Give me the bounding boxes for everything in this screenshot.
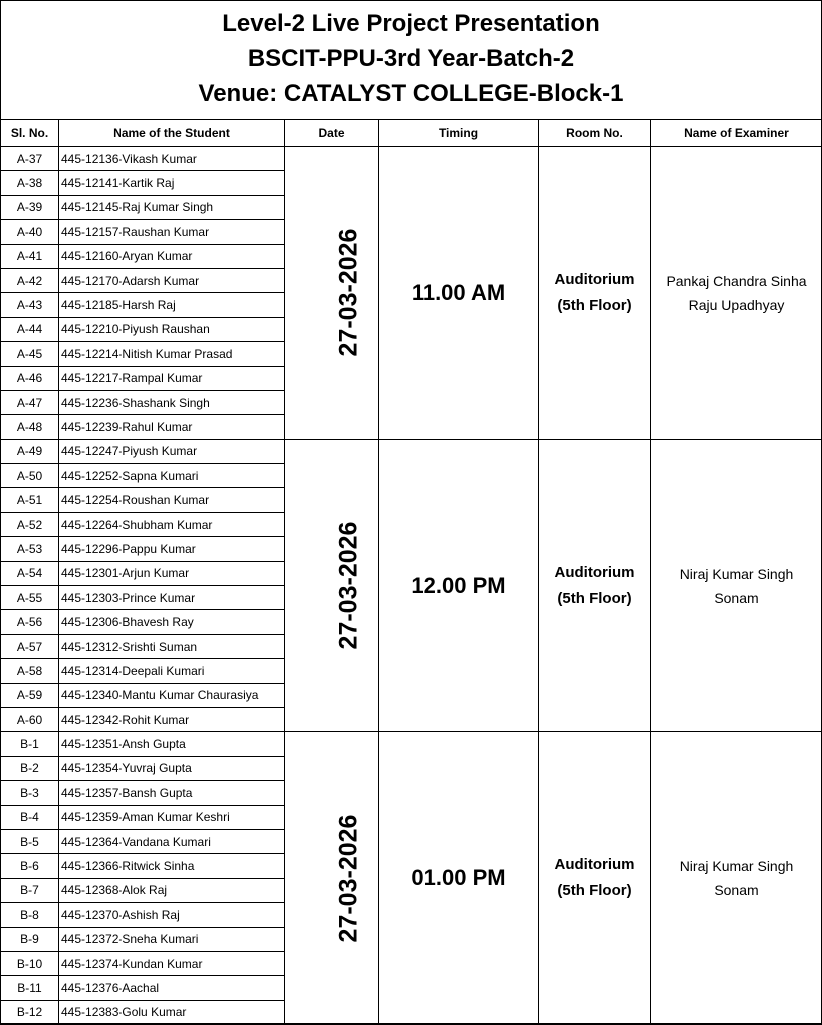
serial-number: B-2 [1, 756, 59, 780]
examiner-names [651, 439, 822, 732]
student-name: 445-12357-Bansh Gupta [59, 781, 285, 805]
examiner-names [651, 147, 822, 440]
session-date-text: 27-03-2026 [334, 229, 363, 357]
student-name: 445-12370-Ashish Raj [59, 903, 285, 927]
student-name: 445-12383-Golu Kumar [59, 1000, 285, 1024]
student-name: 445-12252-Sapna Kumari [59, 464, 285, 488]
student-name: 445-12217-Rampal Kumar [59, 366, 285, 390]
serial-number: B-7 [1, 878, 59, 902]
student-name: 445-12239-Rahul Kumar [59, 415, 285, 439]
serial-number: B-8 [1, 903, 59, 927]
room-line-1: Auditorium [539, 852, 650, 878]
serial-number: B-9 [1, 927, 59, 951]
student-name: 445-12145-Raj Kumar Singh [59, 195, 285, 219]
header-venue: Venue: CATALYST COLLEGE-Block-1 [1, 76, 821, 111]
header [1, 1, 821, 120]
header-title: Level-2 Live Project Presentation [1, 1, 821, 41]
room-number [539, 147, 651, 440]
student-name: 445-12301-Arjun Kumar [59, 561, 285, 585]
col-header-examiner: Name of Examiner [651, 120, 822, 147]
serial-number: B-6 [1, 854, 59, 878]
student-name: 445-12185-Harsh Raj [59, 293, 285, 317]
student-name: 445-12351-Ansh Gupta [59, 732, 285, 756]
examiner-1: Niraj Kumar Singh [651, 562, 822, 586]
student-name: 445-12376-Aachal [59, 976, 285, 1000]
serial-number: B-5 [1, 829, 59, 853]
serial-number: A-44 [1, 317, 59, 341]
student-name: 445-12136-Vikash Kumar [59, 147, 285, 171]
student-name: 445-12312-Srishti Suman [59, 634, 285, 658]
serial-number: A-59 [1, 683, 59, 707]
serial-number: A-42 [1, 268, 59, 292]
student-name: 445-12160-Aryan Kumar [59, 244, 285, 268]
col-header-timing: Timing [379, 120, 539, 147]
serial-number: A-39 [1, 195, 59, 219]
serial-number: A-45 [1, 342, 59, 366]
student-name: 445-12214-Nitish Kumar Prasad [59, 342, 285, 366]
session-timing: 12.00 PM [379, 439, 539, 732]
student-name: 445-12340-Mantu Kumar Chaurasiya [59, 683, 285, 707]
serial-number: A-54 [1, 561, 59, 585]
table-row [1, 439, 822, 463]
serial-number: B-12 [1, 1000, 59, 1024]
student-name: 445-12359-Aman Kumar Keshri [59, 805, 285, 829]
serial-number: A-43 [1, 293, 59, 317]
examiner-2: Sonam [651, 878, 822, 902]
serial-number: A-53 [1, 537, 59, 561]
col-header-room: Room No. [539, 120, 651, 147]
student-name: 445-12157-Raushan Kumar [59, 220, 285, 244]
student-name: 445-12296-Pappu Kumar [59, 537, 285, 561]
student-name: 445-12364-Vandana Kumari [59, 829, 285, 853]
examiner-names [651, 732, 822, 1025]
session-date-text: 27-03-2026 [334, 814, 363, 942]
student-name: 445-12374-Kundan Kumar [59, 951, 285, 975]
room-line-2: (5th Floor) [539, 586, 650, 612]
session-date-text: 27-03-2026 [334, 522, 363, 650]
student-name: 445-12210-Piyush Raushan [59, 317, 285, 341]
student-name: 445-12366-Ritwick Sinha [59, 854, 285, 878]
student-name: 445-12354-Yuvraj Gupta [59, 756, 285, 780]
serial-number: A-52 [1, 512, 59, 536]
student-name: 445-12170-Adarsh Kumar [59, 268, 285, 292]
col-header-sl: Sl. No. [1, 120, 59, 147]
serial-number: A-56 [1, 610, 59, 634]
session-date [285, 147, 379, 440]
room-line-1: Auditorium [539, 267, 650, 293]
table-header-row [1, 120, 822, 147]
serial-number: A-48 [1, 415, 59, 439]
examiner-1: Niraj Kumar Singh [651, 854, 822, 878]
table-body [1, 147, 822, 1025]
serial-number: B-10 [1, 951, 59, 975]
serial-number: A-38 [1, 171, 59, 195]
serial-number: A-40 [1, 220, 59, 244]
serial-number: A-37 [1, 147, 59, 171]
room-line-1: Auditorium [539, 560, 650, 586]
serial-number: A-55 [1, 586, 59, 610]
serial-number: B-4 [1, 805, 59, 829]
serial-number: A-47 [1, 390, 59, 414]
session-timing: 01.00 PM [379, 732, 539, 1025]
student-name: 445-12141-Kartik Raj [59, 171, 285, 195]
session-timing: 11.00 AM [379, 147, 539, 440]
examiner-2: Sonam [651, 586, 822, 610]
examiner-1: Pankaj Chandra Sinha [651, 269, 822, 293]
serial-number: A-46 [1, 366, 59, 390]
serial-number: A-58 [1, 659, 59, 683]
student-name: 445-12342-Rohit Kumar [59, 707, 285, 731]
header-batch: BSCIT-PPU-3rd Year-Batch-2 [1, 41, 821, 76]
col-header-student: Name of the Student [59, 120, 285, 147]
examiner-2: Raju Upadhyay [651, 293, 822, 317]
serial-number: A-49 [1, 439, 59, 463]
table-row [1, 147, 822, 171]
serial-number: A-60 [1, 707, 59, 731]
room-number [539, 439, 651, 732]
serial-number: B-3 [1, 781, 59, 805]
student-name: 445-12314-Deepali Kumari [59, 659, 285, 683]
student-name: 445-12303-Prince Kumar [59, 586, 285, 610]
student-name: 445-12264-Shubham Kumar [59, 512, 285, 536]
room-line-2: (5th Floor) [539, 293, 650, 319]
session-date [285, 439, 379, 732]
serial-number: B-1 [1, 732, 59, 756]
serial-number: A-41 [1, 244, 59, 268]
student-name: 445-12306-Bhavesh Ray [59, 610, 285, 634]
serial-number: A-57 [1, 634, 59, 658]
student-name: 445-12368-Alok Raj [59, 878, 285, 902]
serial-number: A-51 [1, 488, 59, 512]
student-name: 445-12247-Piyush Kumar [59, 439, 285, 463]
col-header-date: Date [285, 120, 379, 147]
room-line-2: (5th Floor) [539, 878, 650, 904]
student-name: 445-12372-Sneha Kumari [59, 927, 285, 951]
student-name: 445-12236-Shashank Singh [59, 390, 285, 414]
student-name: 445-12254-Roushan Kumar [59, 488, 285, 512]
schedule-table [0, 119, 822, 1025]
room-number [539, 732, 651, 1025]
table-row [1, 732, 822, 756]
serial-number: A-50 [1, 464, 59, 488]
session-date [285, 732, 379, 1025]
serial-number: B-11 [1, 976, 59, 1000]
